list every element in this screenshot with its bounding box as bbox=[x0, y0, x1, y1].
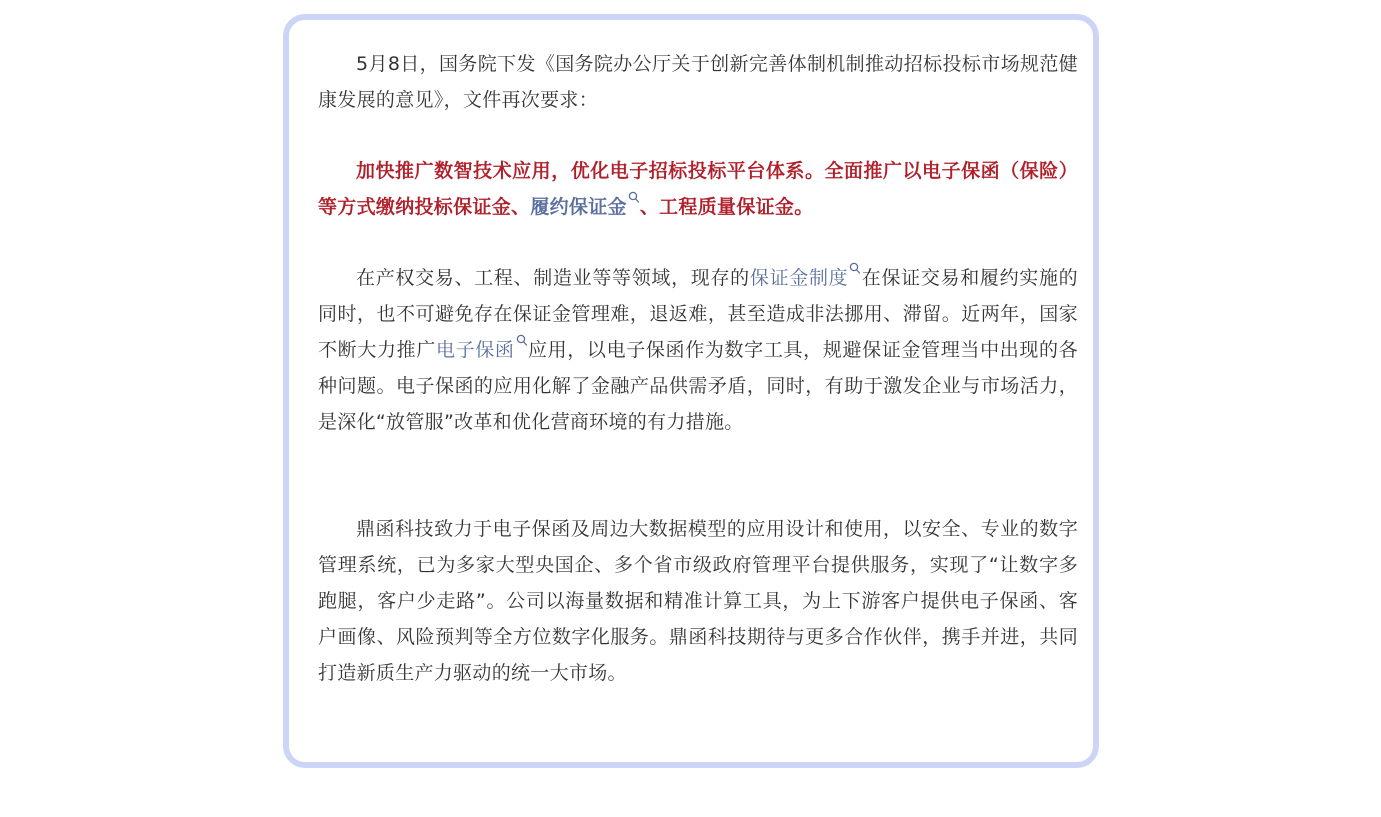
paragraph-background bbox=[318, 260, 1078, 440]
background-text-2: 在保证交易和履约实施的同时，也不可避免存在保证金管理难，退返难，甚至造成非法挪用、滞留。近两年，国家不断大力推广 bbox=[318, 267, 1078, 361]
search-icon[interactable] bbox=[628, 191, 640, 205]
paragraph-intro bbox=[318, 46, 1078, 118]
background-text-3: 应用，以电子保函作为数字工具，规避保证金管理当中出现的各种问题。电子保函的应用化解了金融产品供需矛盾，同时，有助于激发企业与市场活力，是深化“放管服”改革和优化营商环境的有力措施。 bbox=[318, 339, 1079, 433]
search-icon[interactable] bbox=[849, 262, 861, 276]
paragraph-company bbox=[318, 511, 1078, 691]
background-text-1: 在产权交易、工程、制造业等等领域，现存的 bbox=[356, 267, 750, 289]
paragraph-requirement bbox=[318, 153, 1078, 225]
requirement-text-1: 加快推广数智技术应用，优化电子招标投标平台体系。全面推广以电子保函（保险）等方式缴纳投标保证金、 bbox=[318, 160, 1078, 218]
paragraph-intro-text: 5月8日，国务院下发《国务院办公厅关于创新完善体制机制推动招标投标市场规范健康发展的意见》，文件再次要求： bbox=[318, 53, 1078, 111]
keyword-link-performance-bond[interactable]: 履约保证金 bbox=[530, 196, 627, 218]
requirement-text-2: 、工程质量保证金。 bbox=[639, 196, 814, 218]
keyword-link-deposit-system[interactable]: 保证金制度 bbox=[749, 267, 849, 289]
keyword-link-e-guarantee[interactable]: 电子保函 bbox=[435, 339, 515, 361]
article-body bbox=[318, 46, 1078, 691]
paragraph-company-text: 鼎函科技致力于电子保函及周边大数据模型的应用设计和使用，以安全、专业的数字管理系统，已为多家大型央国企、多个省市级政府管理平台提供服务，实现了“让数字多跑腿，客户少走路”。公司以海量数据和精准计算工具，为上下游客户提供电子保函、客户画像、风险预判等全方位数字化服务。鼎函科技期待与更多合作伙伴，携手并进，共同打造新质生产力驱动的统一大市场。 bbox=[318, 518, 1078, 684]
article-card bbox=[283, 14, 1099, 768]
search-icon[interactable] bbox=[516, 334, 528, 348]
